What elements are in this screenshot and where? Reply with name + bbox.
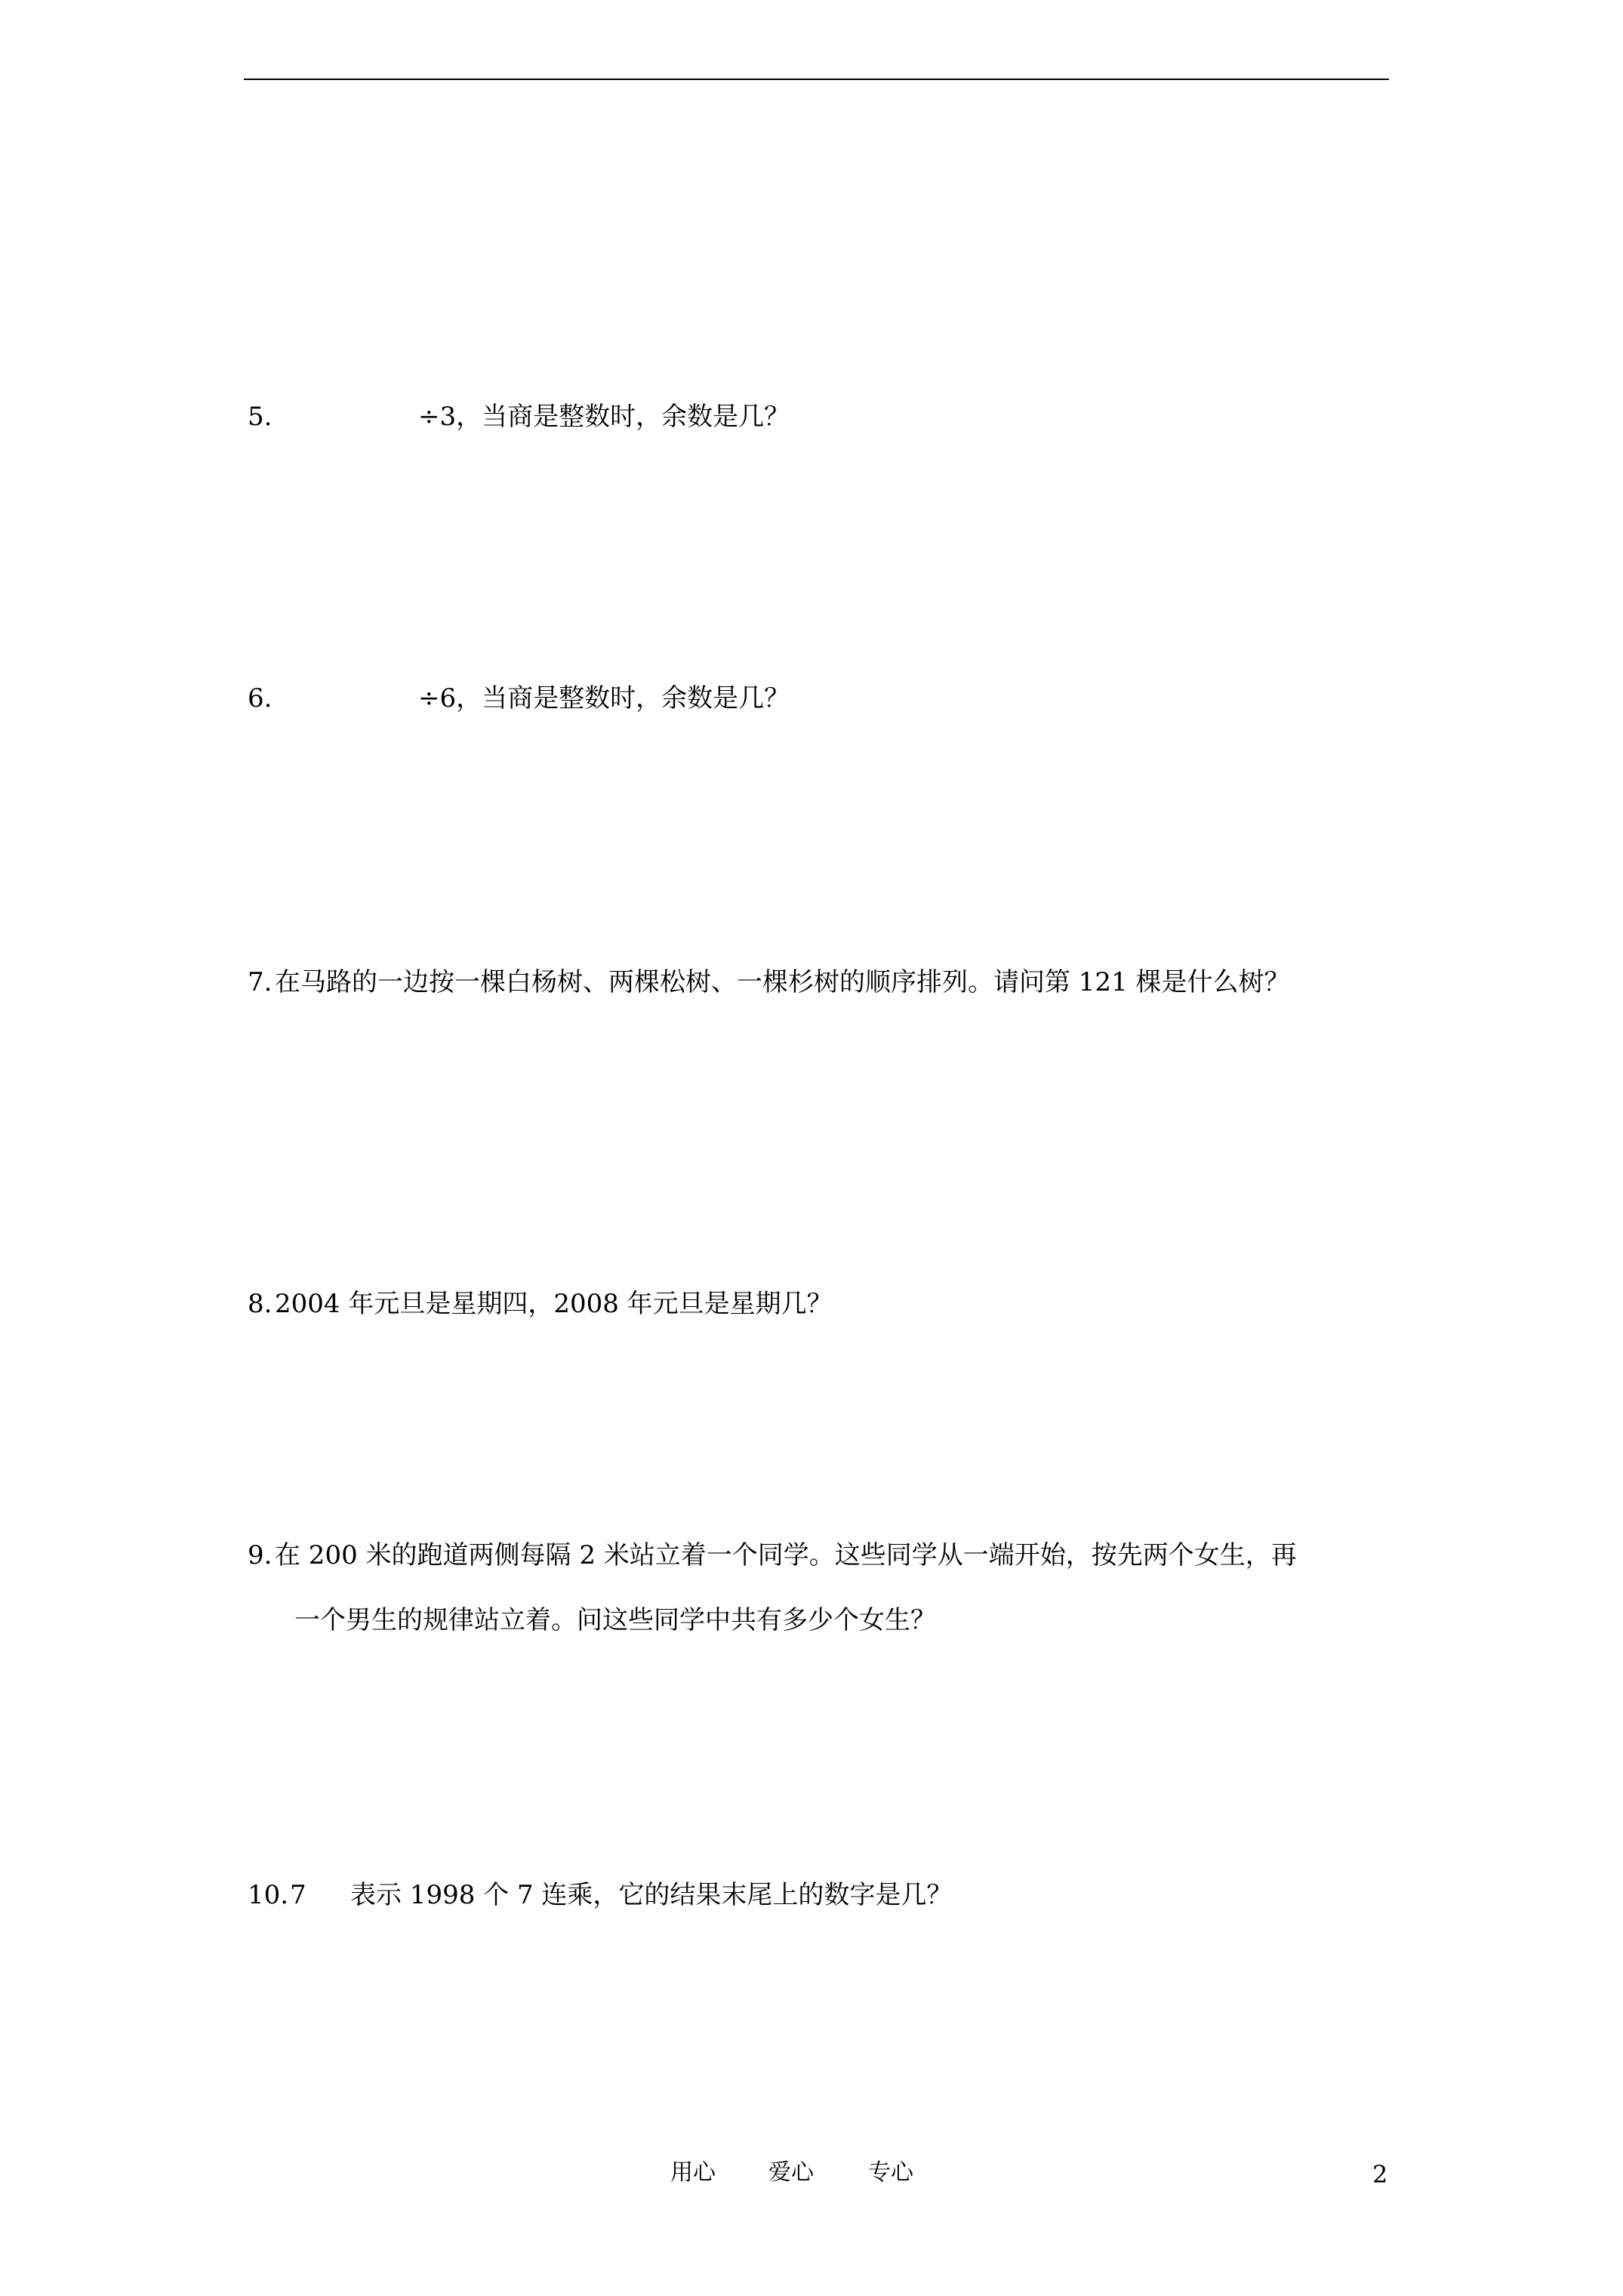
question-8-text: 2004 年元旦是星期四，2008 年元旦是星期几？ bbox=[275, 1289, 833, 1319]
page-number: 2 bbox=[1372, 2160, 1388, 2189]
question-9-text-continuation: 一个男生的规律站立着。问这些同学中共有多少个女生？ bbox=[294, 1605, 936, 1635]
question-7-number: 7. bbox=[248, 967, 273, 997]
question-7-text: 在马路的一边按一棵白杨树、两棵松树、一棵杉树的顺序排列。请问第 121 棵是什么树？ bbox=[275, 967, 1290, 997]
question-9-number: 9. bbox=[248, 1540, 273, 1570]
question-8-number: 8. bbox=[248, 1289, 273, 1319]
footer-item-2: 爱心 bbox=[768, 2159, 814, 2186]
footer-item-3: 专心 bbox=[868, 2159, 913, 2186]
question-10-text: 表示 1998 个 7 连乘，它的结果末尾上的数字是几？ bbox=[350, 1880, 953, 1910]
question-5-number: 5. bbox=[248, 402, 273, 432]
question-6-text: ÷6，当商是整数时，余数是几？ bbox=[418, 683, 790, 713]
header-rule bbox=[244, 79, 1389, 80]
question-10-base: 7 bbox=[290, 1880, 306, 1910]
footer-item-1: 用心 bbox=[670, 2159, 716, 2186]
question-9-text: 在 200 米的跑道两侧每隔 2 米站立着一个同学。这些同学从一端开始，按先两个女生，再 bbox=[275, 1540, 1297, 1570]
question-5-text: ÷3，当商是整数时，余数是几？ bbox=[418, 402, 790, 432]
question-10-number: 10. bbox=[248, 1880, 289, 1910]
question-6-number: 6. bbox=[248, 683, 273, 713]
